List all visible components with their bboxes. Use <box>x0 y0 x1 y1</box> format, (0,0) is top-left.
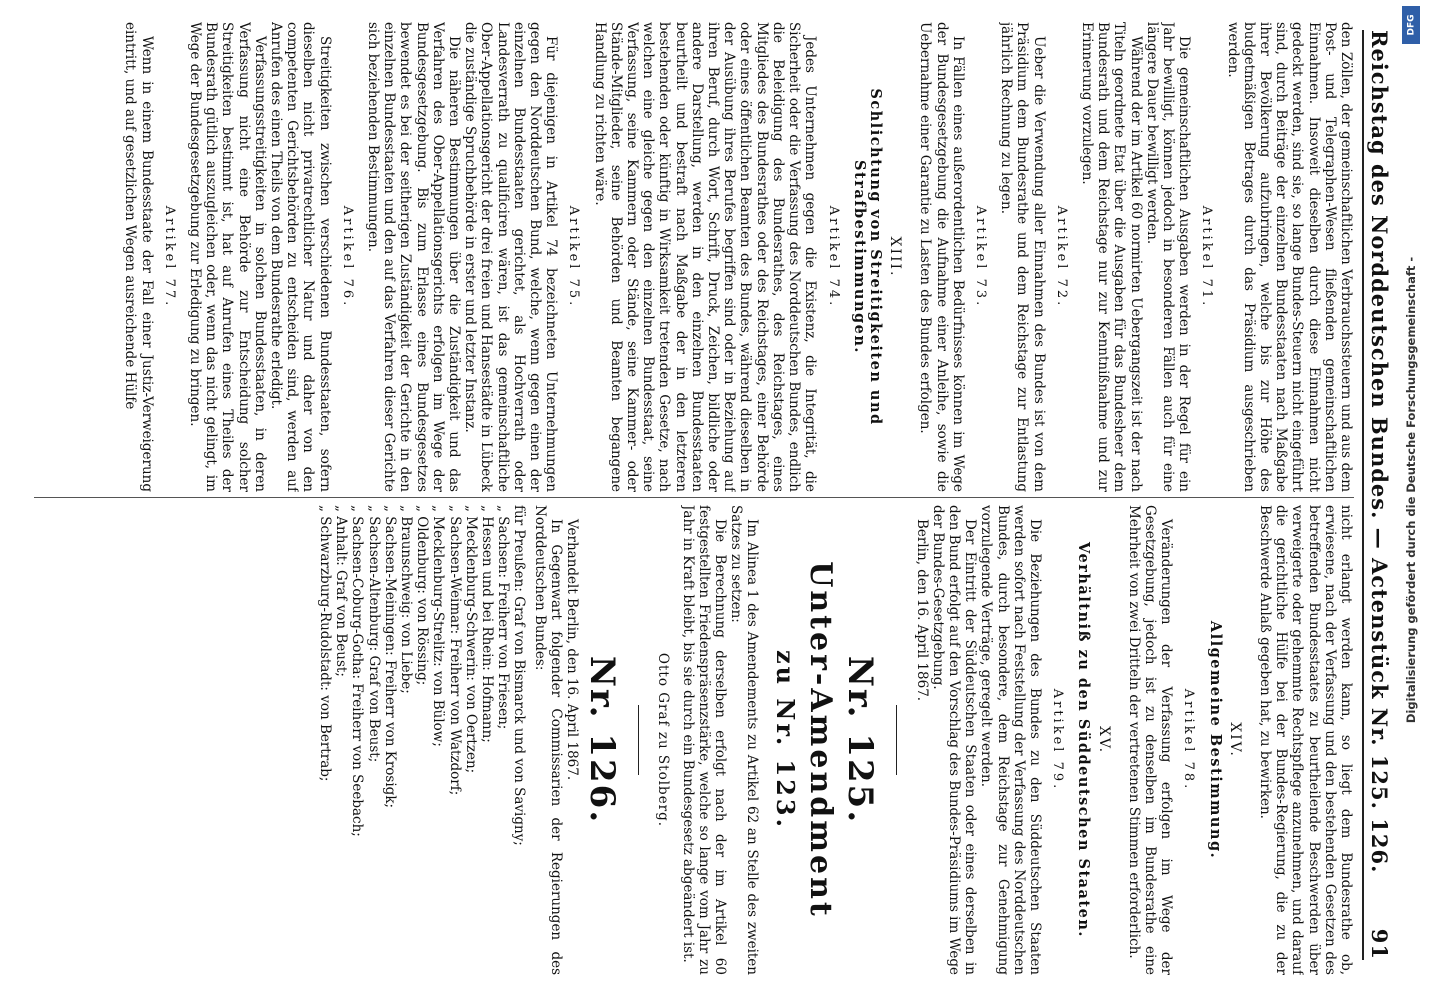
section-number: XIV. <box>1226 722 1243 758</box>
article-heading: Artikel 74. <box>825 205 841 309</box>
paragraph: nicht erlangt werden kann, so liegt dem Bundesrathe ob, erwiesene, nach der Verfassung und den bestehenden Gesetzen des betreffenden Bundesstaates zu beurtheilende Beschwerden über verweigerte oder gehemmte Rechtspflege anzunehmen, und darauf die gerichtliche Hülfe bei der Bundes-Regierung, die zu der Beschwerde Anlaß gegeben hat, zu bewirken. <box>1256 505 1354 975</box>
paragraph: In Fällen eines außerordentlichen Bedürfnisses können im Wege der Bundesgesetzgebung die Aufnahme einer Anleihe, sowie die Uebernahme einer Garantie zu Lasten des Bundes erfolgen. <box>917 22 966 492</box>
list-item: „ Mecklenburg-Strelitz: von Bülow; <box>430 505 447 747</box>
list-item: „ Sachsen-Altenburg: Graf von Beust; <box>365 505 382 763</box>
header-title: Reichstag des Norddeutschen Bundes. — Actenstück Nr. 125. 126. <box>1367 30 1392 874</box>
article-heading: Artikel 76. <box>339 205 355 309</box>
right-column <box>24 505 1354 975</box>
paragraph: Für diejenigen in Artikel 74 bezeichneten Unternehmungen gegen den Norddeutschen Bund, welche, wenn gegen einen der einzelnen Bundesstaaten gerichtet, als Hochverrath oder Landesverrath zu qualificiren wären, ist das gemeinschaftliche Ober-Appellationsgericht der drei freien und Hansestädte in Lübeck die zuständige Spruchbehörde in erster und letzter Instanz. <box>462 22 560 492</box>
list-item: „ Mecklenburg-Schwerin: von Oertzen; <box>462 505 479 774</box>
commissioner-list <box>317 505 528 975</box>
document-title: Unter-Amendment <box>803 561 839 919</box>
paragraph: Die Berechnung derselben erfolgt nach der im Artikel 60 festgestellten Friedenspräsenzstärke, welche so lange vom Jahr zu Jahr in Kraft bleibt, bis sie durch ein Bundesgesetz abgeändert ist. <box>679 505 728 975</box>
list-item: „ Sachsen: Freiherr von Friesen; <box>495 505 512 730</box>
article-heading: Artikel 72. <box>1053 205 1069 309</box>
paragraph: Im Alinea 1 des Amendements zu Artikel 62 an Stelle des zweiten Satzes zu setzen: <box>728 505 761 975</box>
logo-text: DFG <box>1406 14 1417 36</box>
column-divider <box>34 497 1354 498</box>
paragraph: Der Eintritt der Süddeutschen Staaten oder eines derselben in den Bund erfolgt auf den Vorschlag des Bundes-Präsidiums im Wege der Bundes-Gesetzgebung. <box>929 505 979 975</box>
section-number: XV. <box>1095 725 1112 755</box>
paragraph: Die näheren Bestimmungen über die Zuständigkeit und das Verfahren des Ober-Appellationsgerichts erfolgen im Wege der Bundesgesetzgebung. Bis zum Erlasse eines Bundesgesetzes bewendet es bei der seitherigen Zuständigkeit der Gerichte in den einzelnen Bundesstaaten und den auf das Verfahren dieser Gerichte sich beziehenden Bestimmungen. <box>365 22 463 492</box>
document-subtitle: zu Nr. 123. <box>771 650 801 830</box>
list-item: „ Sachsen-Coburg-Gotha: Freiherr von Seebach; <box>349 505 366 837</box>
running-header <box>1362 30 1392 960</box>
list-item: „ Sachsen-Meiningen: Freiherr von Krosigk; <box>381 505 398 809</box>
list-item: „ Braunschweig: von Liebe; <box>398 505 415 694</box>
paragraph: Wenn in einem Bundesstaate der Fall einer Justiz-Verweigerung eintritt, und auf gesetzlichen Wegen ausreichende Hülfe <box>122 22 155 492</box>
section-title: Schlichtung von Streitigkeiten und Strafbestimmungen. <box>850 88 884 426</box>
paragraph: Die gemeinschaftlichen Ausgaben werden in der Regel für ein Jahr bewilligt, können jedoch in besonderen Fällen auch für eine längere Dauer bewilligt werden. <box>1143 22 1193 492</box>
paragraph: den Zöllen, der gemeinschaftlichen Verbrauchssteuern und aus dem Post- und Telegraphen-Wesen fließenden gemeinschaftlichen Einnahmen. Insoweit dieselben durch diese Einnahmen nicht gedeckt werden, sind sie, so lange Bundes-Steuern nicht eingeführt sind, durch Beiträge der einzelnen Bundesstaaten nach Maßgabe ihrer Bevölkerung aufzubringen, welche bis zur Höhe des budgetmäßigen Betrages durch das Präsidium ausgeschrieben werden. <box>1224 22 1354 492</box>
list-item: „ Schwarzburg-Rudolstadt: von Bertrab; <box>317 505 334 782</box>
document-number: Nr. 125. <box>840 655 881 825</box>
list-item: „ Oldenburg: von Rössing; <box>414 505 431 686</box>
paragraph: Jedes Unternehmen gegen die Existenz, die Integrität, die Sicherheit oder die Verfassung des Norddeutschen Bundes, endlich die Beleidigung des Bundesrathes, des Reichstages, eines Mitgliedes des Bundesrathes oder des Reichstages, einer Behörde oder eines öffentlichen Beamten des Bundes, während dieselben in der Ausübung ihres Berufes begriffen sind oder in Beziehung auf ihren Beruf, durch Wort, Schrift, Druck, Zeichen, bildliche oder andere Darstellung, werden in den einzelnen Bundesstaaten beurtheilt und bestraft nach Maßgabe der in den letzteren bestehenden oder künftig in Wirksamkeit tretenden Gesetze, nach welchen eine gleiche gegen den einzelnen Bundesstaat, seine Verfassung, seine Kammern oder Stände, seine Kammer- oder Stände-Mitglieder, seine Behörden und Beamten begangene Handlung zu richten wäre. <box>591 22 819 492</box>
list-item: „ Anhalt: Graf von Beust; <box>333 505 350 677</box>
list-item: „ Hessen und bei Rhein: Hofmann; <box>479 505 496 743</box>
digitization-watermark <box>1398 30 1424 950</box>
watermark-text: Digitalisierung gefördert durch die Deutsche Forschungsgemeinschaft - <box>1404 256 1418 724</box>
paragraph: Veränderungen der Verfassung erfolgen im Wege der Gesetzgebung, jedoch ist zu denselben im Bundesrathe eine Mehrheit von zwei Dritteln der vertretenen Stimmen erforderlich. <box>1125 505 1175 975</box>
left-column <box>24 22 1354 492</box>
article-heading: Artikel 77. <box>161 205 177 309</box>
section-title: Verhältniß zu den Süddeutschen Staaten. <box>1075 542 1093 938</box>
date-line: Berlin, den 16. April 1867. <box>913 519 930 702</box>
list-item: für Preußen: Graf von Bismarck und von Savigny; <box>511 505 528 846</box>
paragraph: Die Beziehungen des Bundes zu den Süddeutschen Staaten werden sofort nach Feststellung der Verfassung des Norddeutschen Bundes, durch besondere, dem Reichstage zur Genehmigung vorzulegende Verträge, geregelt werden. <box>978 505 1043 975</box>
page-number: 91 <box>1367 928 1392 960</box>
section-number: XIII. <box>887 236 904 278</box>
paragraph: Streitigkeiten zwischen verschiedenen Bundesstaaten, sofern dieselben nicht privatrechtlicher Natur und daher von den competenten Gerichtsbehörden zu entscheiden sind, werden auf Anrufen des einen Theils von dem Bundesrathe erledigt. <box>268 22 333 492</box>
article-heading: Artikel 78. <box>1181 688 1197 792</box>
paragraph: In Gegenwart folgender Commissarien der Regierungen des Norddeutschen Bundes: <box>531 505 564 975</box>
list-item: „ Sachsen-Weimar: Freiherr von Watzdorf; <box>446 505 463 796</box>
paragraph: Während der im Artikel 60 normirten Uebergangszeit ist der nach Titeln geordnete Etat über die Ausgaben für das Bundesheer dem Bundesrath und dem Reichstage nur zur Kenntnißnahme und zur Erinnerung vorzulegen. <box>1078 22 1144 492</box>
article-heading: Artikel 71. <box>1199 205 1215 309</box>
separator-rule <box>638 705 639 775</box>
article-heading: Artikel 73. <box>972 205 988 309</box>
document-number: Nr. 126. <box>582 655 623 825</box>
paragraph: Verfassungsstreitigkeiten in solchen Bundesstaaten, in deren Verfassung nicht eine Behörde zur Entscheidung solcher Streitigkeiten bestimmt ist, hat auf Anrufen eines Theiles der Bundesrath gütlich auszugleichen oder, wenn das nicht gelingt, im Wege der Bundesgesetzgebung zur Erledigung zu bringen. <box>187 22 268 492</box>
separator-rule <box>896 705 897 775</box>
dfg-logo <box>1402 6 1420 44</box>
signature: Otto Graf zu Stolberg. <box>655 652 672 828</box>
article-heading: Artikel 79. <box>1050 688 1066 792</box>
date-line: Verhandelt Berlin, den 16. April 1867. <box>564 519 581 781</box>
paragraph: Ueber die Verwendung aller Einnahmen des Bundes ist von dem Präsidium dem Bundesrathe und dem Reichstage zur Entlastung jährlich Rechnung zu legen. <box>998 22 1047 492</box>
article-heading: Artikel 75. <box>566 205 582 309</box>
section-title: Allgemeine Bestimmung. <box>1206 620 1224 860</box>
